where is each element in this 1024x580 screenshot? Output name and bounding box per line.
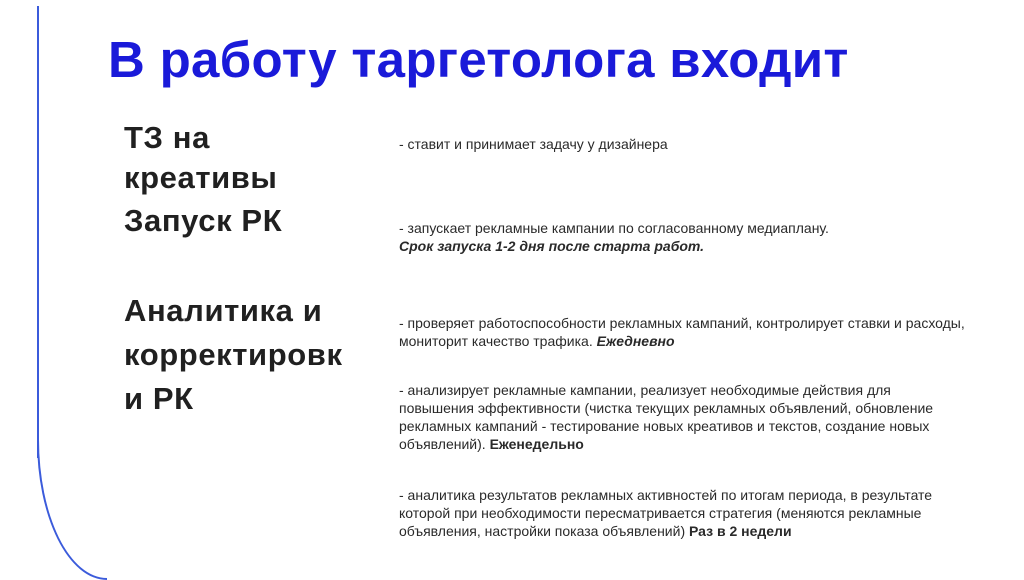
right-item-1-text: - ставит и принимает задачу у дизайнера	[399, 136, 668, 152]
right-item-2	[399, 219, 969, 255]
right-item-4	[399, 381, 969, 453]
right-item-5-text: - аналитика результатов рекламных активностей по итогам периода, в результате которой при необходимости пересматривается стратегия (меняются рекламные объявления, настройки показа объявлений)	[399, 487, 933, 539]
right-item-2-text: - запускает рекламные кампании по согласованному медиаплану.	[399, 220, 829, 236]
right-item-3-text: - проверяет работоспособности рекламных кампаний, контролирует ставки и расходы, мониторит качество трафика.	[399, 315, 965, 349]
right-item-4-emphasis: Еженедельно	[489, 436, 584, 452]
right-item-5-emphasis: Раз в 2 недели	[689, 523, 792, 539]
right-item-2-emphasis: Срок запуска 1-2 дня после старта работ.	[399, 238, 705, 254]
frame-corner-curve	[37, 440, 107, 580]
right-item-4-text: - анализирует рекламные кампании, реализует необходимые действия для повышения эффективности (чистка текущих рекламных объявлений, обновление рекламных кампаний - тестирование новых креативов и текстов, создание новых объявлений).	[399, 382, 934, 452]
left-item-analytics: Аналитика и корректировк и РК	[124, 293, 343, 416]
frame-left-line	[37, 6, 39, 458]
right-item-3-emphasis: Ежедневно	[596, 333, 675, 349]
left-item-tz: ТЗ на креативы	[124, 120, 278, 195]
right-item-5	[399, 486, 969, 540]
right-item-3	[399, 314, 969, 350]
right-item-1	[399, 135, 969, 153]
slide-title: В работу таргетолога входит	[108, 31, 849, 88]
left-item-launch: Запуск РК	[124, 203, 283, 238]
